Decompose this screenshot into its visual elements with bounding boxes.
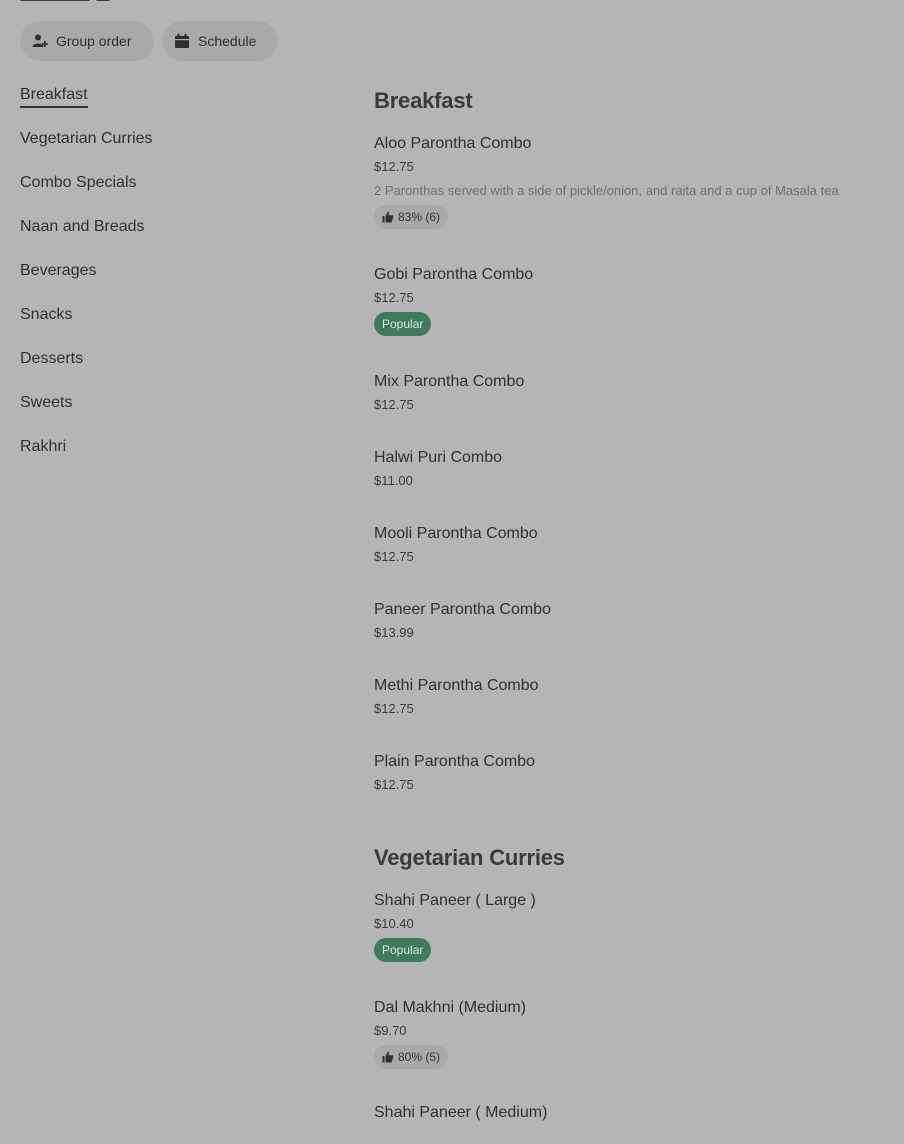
menu-item[interactable]: [374, 134, 894, 229]
sidebar-item-rakhri[interactable]: [20, 436, 320, 480]
menu-content: [374, 84, 894, 1144]
rating-badge: [374, 205, 448, 229]
rating-text: 83% (6): [398, 210, 441, 224]
item-name: Mix Parontha Combo: [374, 373, 525, 390]
person-add-icon: [32, 33, 48, 49]
menu-item[interactable]: [374, 600, 894, 641]
item-name: Shahi Paneer ( Large ): [374, 892, 536, 909]
item-name: Gobi Parontha Combo: [374, 266, 534, 283]
item-description: 2 Paronthas served with a side of pickle/onion, and raita and a cup of Masala tea: [374, 183, 839, 198]
item-name: Methi Parontha Combo: [374, 677, 539, 694]
item-name: Shahi Paneer ( Medium): [374, 1104, 548, 1121]
popular-badge: Popular: [374, 312, 431, 336]
menu-item[interactable]: [374, 1103, 894, 1144]
item-price: $10.40: [374, 916, 414, 931]
item-name: Aloo Parontha Combo: [374, 135, 532, 152]
sidebar-item-snacks[interactable]: [20, 304, 320, 348]
clipped-header-text: [20, 0, 120, 2]
section-title: Vegetarian Curries: [374, 845, 565, 870]
item-name: Plain Parontha Combo: [374, 753, 535, 770]
rating-text: 80% (5): [398, 1050, 441, 1064]
thumbs-up-icon: [382, 211, 394, 223]
calendar-icon: [174, 33, 190, 49]
sidebar-item-label: Combo Specials: [20, 174, 137, 191]
item-price: $12.75: [374, 777, 414, 792]
popular-badge: Popular: [374, 938, 431, 962]
item-name: Mooli Parontha Combo: [374, 525, 538, 542]
sidebar-item-label: Breakfast: [20, 84, 88, 108]
sidebar-item-label: Sweets: [20, 394, 73, 411]
sidebar-item-label: Naan and Breads: [20, 218, 145, 235]
schedule-label: Schedule: [198, 33, 257, 49]
menu-item[interactable]: [374, 891, 894, 962]
menu-item[interactable]: [374, 676, 894, 717]
item-name: Halwi Puri Combo: [374, 449, 503, 466]
item-price: $12.75: [374, 290, 414, 305]
item-price: $9.70: [374, 1023, 407, 1038]
thumbs-up-icon: [382, 1051, 394, 1063]
sidebar-item-combo-specials[interactable]: [20, 172, 320, 216]
item-name: Paneer Parontha Combo: [374, 601, 551, 618]
menu-item[interactable]: [374, 524, 894, 565]
sidebar-item-desserts[interactable]: [20, 348, 320, 392]
item-price: $12.75: [374, 701, 414, 716]
item-price: $12.75: [374, 159, 414, 174]
sidebar-item-naan-and-breads[interactable]: [20, 216, 320, 260]
sidebar-item-vegetarian-curries[interactable]: [20, 128, 320, 172]
item-price: $12.75: [374, 549, 414, 564]
menu-item[interactable]: [374, 752, 894, 793]
menu-item[interactable]: [374, 998, 894, 1069]
sidebar-item-breakfast[interactable]: [20, 84, 320, 128]
sidebar-item-label: Vegetarian Curries: [20, 130, 153, 147]
group-order-button[interactable]: [20, 21, 154, 61]
sidebar-item-label: Desserts: [20, 350, 84, 367]
category-sidebar: [20, 84, 320, 480]
group-order-label: Group order: [56, 33, 132, 49]
item-price: $13.99: [374, 625, 414, 640]
menu-item[interactable]: [374, 448, 894, 489]
section-title: Breakfast: [374, 88, 473, 113]
sidebar-item-sweets[interactable]: [20, 392, 320, 436]
item-price: $12.75: [374, 397, 414, 412]
item-price: [374, 1128, 894, 1144]
menu-item[interactable]: [374, 372, 894, 413]
sidebar-item-beverages[interactable]: [20, 260, 320, 304]
sidebar-item-label: Snacks: [20, 306, 73, 323]
sidebar-item-label: Rakhri: [20, 438, 67, 455]
rating-badge: [374, 1045, 448, 1069]
sidebar-item-label: Beverages: [20, 262, 97, 279]
item-name: Dal Makhni (Medium): [374, 999, 527, 1016]
item-price: $11.00: [374, 473, 413, 488]
schedule-button[interactable]: [162, 21, 278, 61]
menu-item[interactable]: [374, 265, 894, 336]
